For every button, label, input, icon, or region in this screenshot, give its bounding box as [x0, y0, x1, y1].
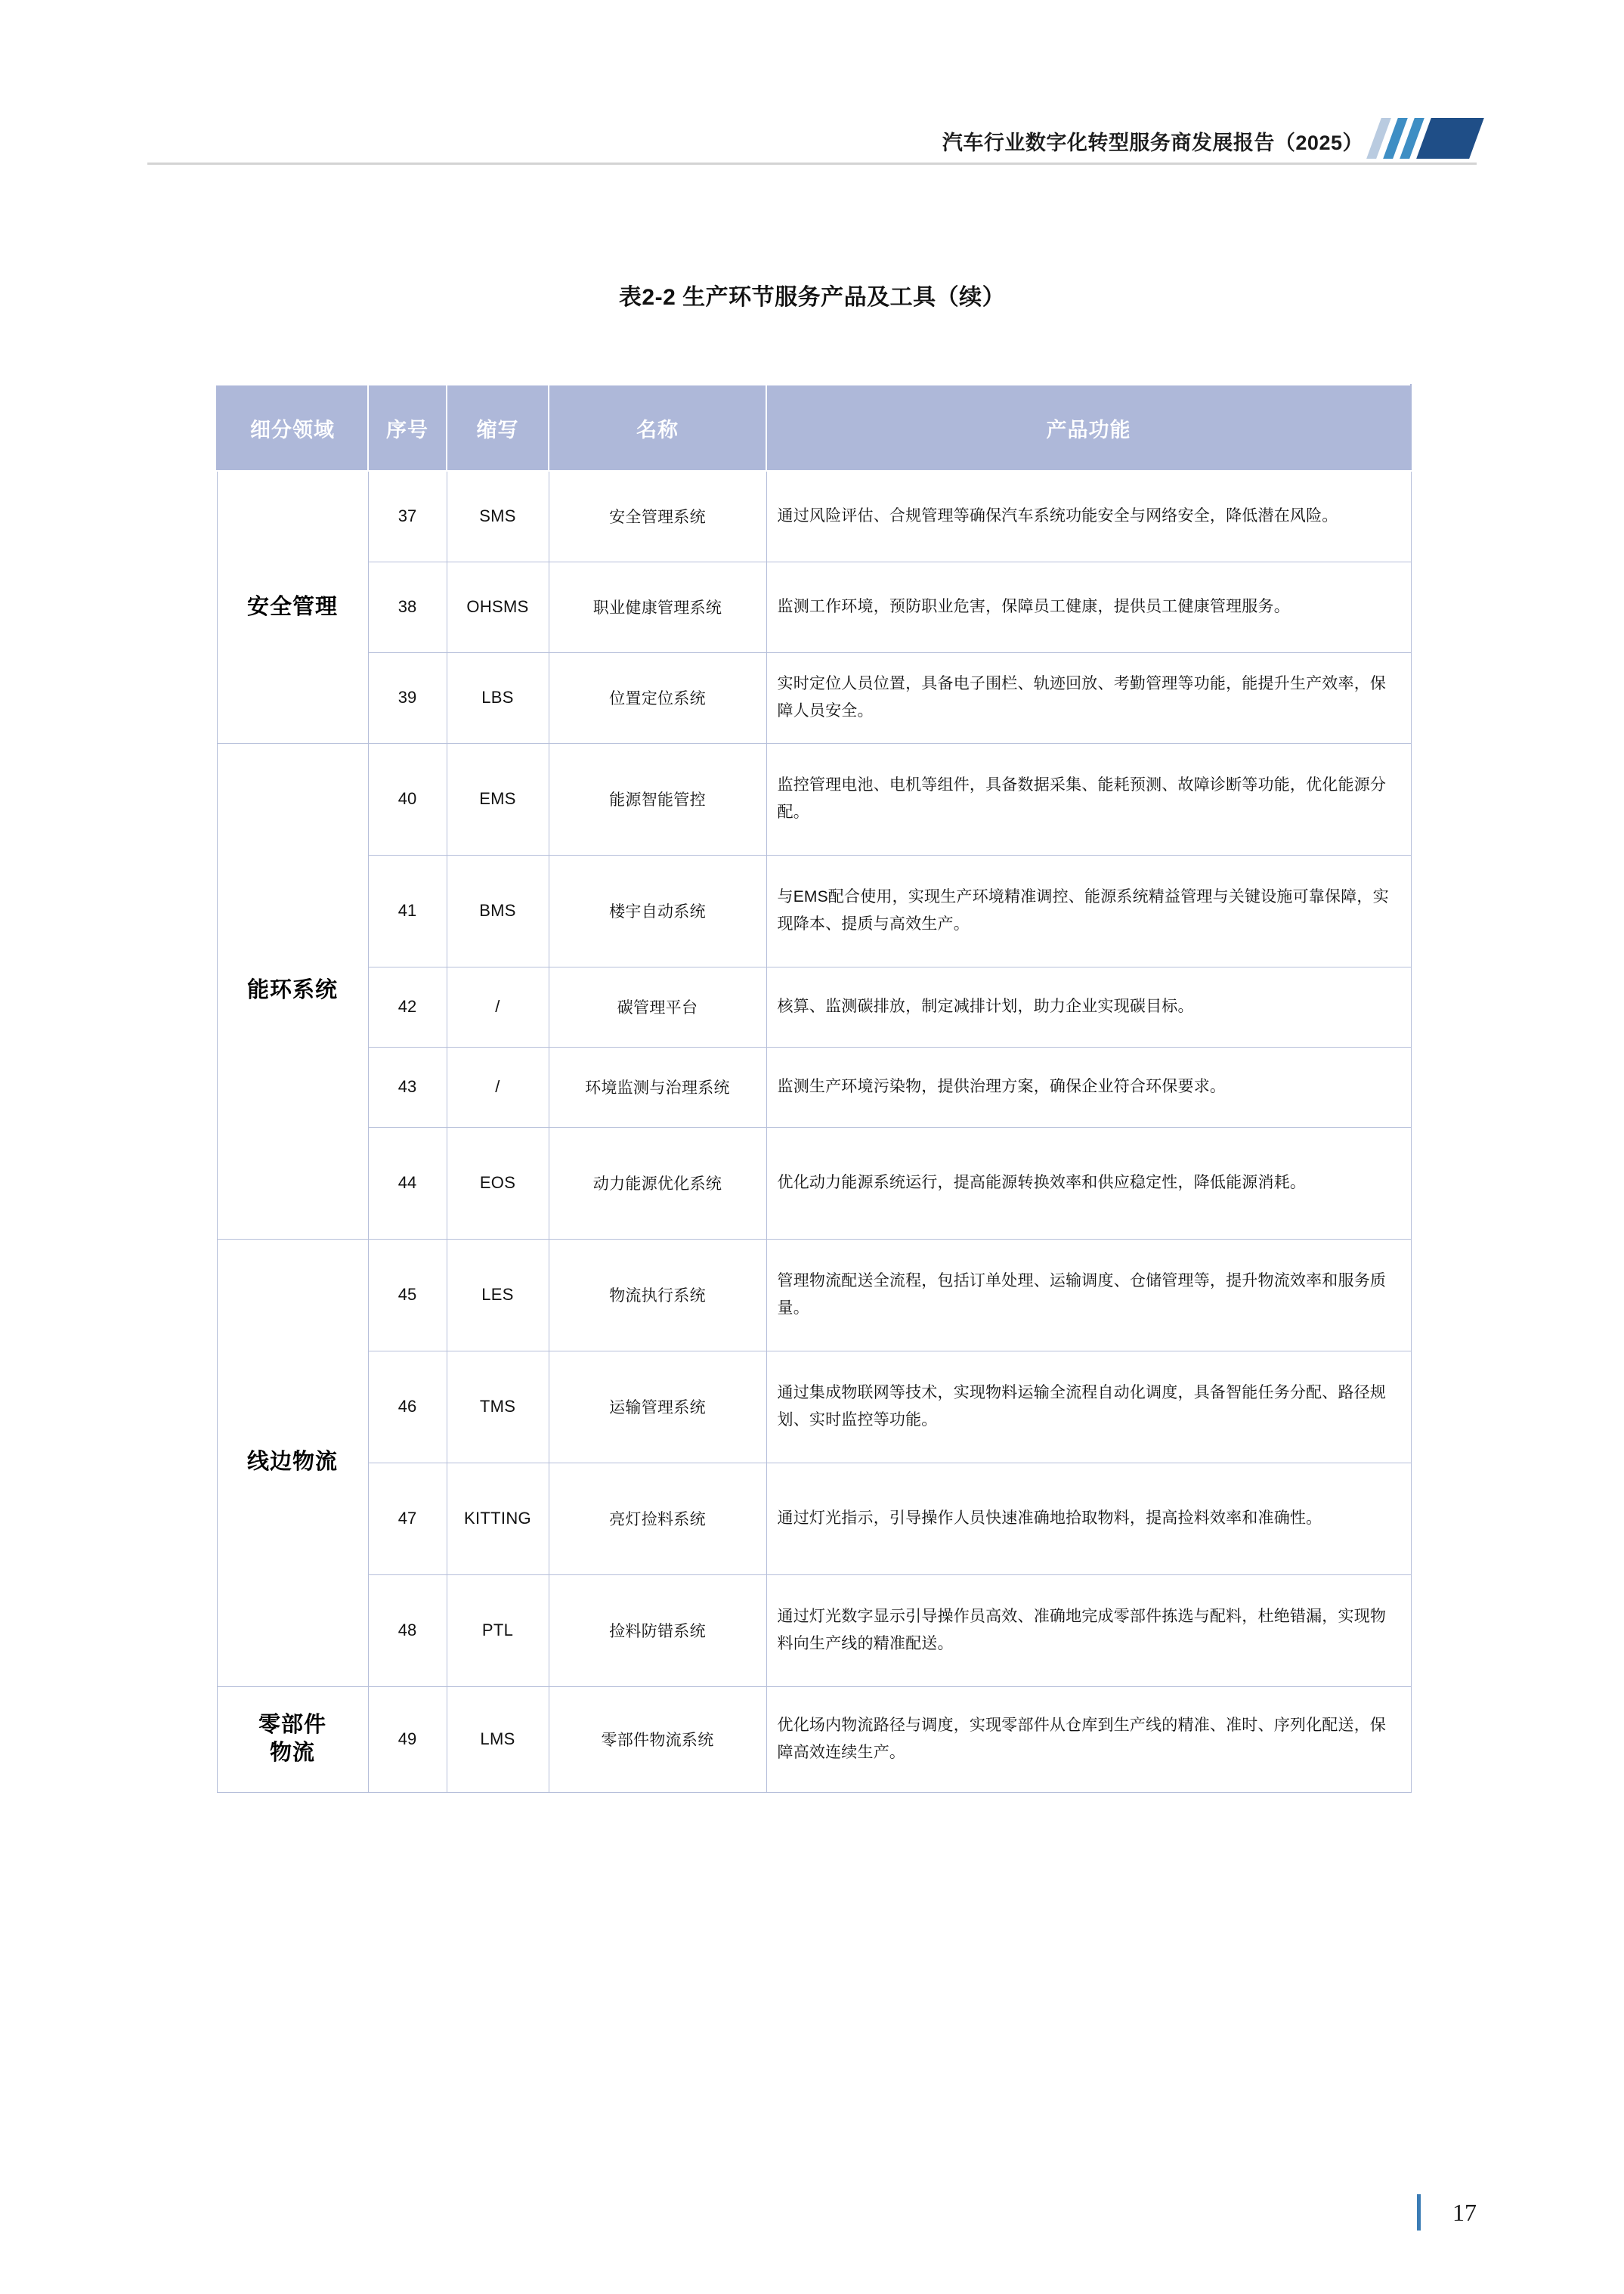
table-row — [217, 967, 1411, 1047]
table-row — [217, 652, 1411, 743]
cell-index: 44 — [368, 1127, 447, 1239]
cell-name: 运输管理系统 — [549, 1351, 766, 1463]
cell-function: 监测工作环境，预防职业危害，保障员工健康，提供员工健康管理服务。 — [766, 562, 1411, 652]
table-header-row-group — [217, 385, 1411, 471]
cell-abbreviation: SMS — [447, 471, 549, 562]
slash-block-icon — [1416, 118, 1484, 159]
table-row — [217, 562, 1411, 652]
cell-abbreviation: EMS — [447, 743, 549, 855]
cell-index: 47 — [368, 1463, 447, 1574]
cell-function: 核算、监测碳排放，制定减排计划，助力企业实现碳目标。 — [766, 967, 1411, 1047]
cell-index: 46 — [368, 1351, 447, 1463]
cell-index: 49 — [368, 1686, 447, 1792]
cell-name: 能源智能管控 — [549, 743, 766, 855]
cell-index: 39 — [368, 652, 447, 743]
cell-index: 40 — [368, 743, 447, 855]
table-row — [217, 1047, 1411, 1127]
cell-function: 监测生产环境污染物，提供治理方案，确保企业符合环保要求。 — [766, 1047, 1411, 1127]
table-row — [217, 855, 1411, 967]
cell-index: 48 — [368, 1574, 447, 1686]
cell-abbreviation: LES — [447, 1239, 549, 1351]
cell-function: 实时定位人员位置，具备电子围栏、轨迹回放、考勤管理等功能，能提升生产效率，保障人员安全。 — [766, 652, 1411, 743]
cell-function: 通过灯光指示，引导操作人员快速准确地拾取物料，提高捡料效率和准确性。 — [766, 1463, 1411, 1574]
column-header-index: 序号 — [368, 385, 447, 471]
cell-abbreviation: LBS — [447, 652, 549, 743]
table-body — [217, 471, 1411, 1792]
header-inner — [147, 113, 1477, 160]
cell-abbreviation: PTL — [447, 1574, 549, 1686]
header-decoration-slashes — [1374, 118, 1477, 159]
table-row — [217, 1463, 1411, 1574]
cell-index: 43 — [368, 1047, 447, 1127]
cell-index: 37 — [368, 471, 447, 562]
cell-abbreviation: LMS — [447, 1686, 549, 1792]
cell-function: 优化场内物流路径与调度，实现零部件从仓库到生产线的精准、准时、序列化配送，保障高效连续生产。 — [766, 1686, 1411, 1792]
table-row — [217, 1574, 1411, 1686]
cell-domain: 能环系统 — [217, 743, 368, 1239]
table-row — [217, 743, 1411, 855]
table-container — [216, 384, 1410, 1793]
cell-name: 亮灯捡料系统 — [549, 1463, 766, 1574]
cell-abbreviation: / — [447, 1047, 549, 1127]
page-header — [0, 0, 1624, 174]
cell-function: 监控管理电池、电机等组件，具备数据采集、能耗预测、故障诊断等功能，优化能源分配。 — [766, 743, 1411, 855]
cell-index: 42 — [368, 967, 447, 1047]
column-header-name: 名称 — [549, 385, 766, 471]
cell-name: 安全管理系统 — [549, 471, 766, 562]
column-header-abbr: 缩写 — [447, 385, 549, 471]
cell-domain: 线边物流 — [217, 1239, 368, 1686]
cell-name: 动力能源优化系统 — [549, 1127, 766, 1239]
cell-abbreviation: / — [447, 967, 549, 1047]
cell-function: 通过灯光数字显示引导操作员高效、准确地完成零部件拣选与配料，杜绝错漏，实现物料向生产线的精准配送。 — [766, 1574, 1411, 1686]
footer-inner — [1417, 2194, 1477, 2231]
cell-domain: 安全管理 — [217, 471, 368, 743]
cell-function: 管理物流配送全流程，包括订单处理、运输调度、仓储管理等，提升物流效率和服务质量。 — [766, 1239, 1411, 1351]
table-row — [217, 1127, 1411, 1239]
footer-accent-bar — [1417, 2194, 1421, 2231]
cell-name: 楼宇自动系统 — [549, 855, 766, 967]
cell-name: 捡料防错系统 — [549, 1574, 766, 1686]
cell-abbreviation: OHSMS — [447, 562, 549, 652]
cell-function: 与EMS配合使用，实现生产环境精准调控、能源系统精益管理与关键设施可靠保障，实现降本、提质与高效生产。 — [766, 855, 1411, 967]
cell-function: 通过集成物联网等技术，实现物料运输全流程自动化调度，具备智能任务分配、路径规划、实时监控等功能。 — [766, 1351, 1411, 1463]
table-row — [217, 1686, 1411, 1792]
table-caption: 表2-2 生产环节服务产品及工具（续） — [618, 285, 1006, 310]
cell-name: 环境监测与治理系统 — [549, 1047, 766, 1127]
report-title: 汽车行业数字化转型服务商发展报告（2025） — [942, 132, 1363, 154]
table-row — [217, 471, 1411, 562]
cell-index: 41 — [368, 855, 447, 967]
header-divider-rule — [147, 163, 1477, 165]
cell-index: 45 — [368, 1239, 447, 1351]
page-footer — [0, 2185, 1624, 2231]
column-header-function: 产品功能 — [766, 385, 1411, 471]
table-row — [217, 1351, 1411, 1463]
cell-abbreviation: TMS — [447, 1351, 549, 1463]
cell-abbreviation: EOS — [447, 1127, 549, 1239]
table-header-row — [217, 385, 1411, 471]
cell-name: 物流执行系统 — [549, 1239, 766, 1351]
cell-name: 碳管理平台 — [549, 967, 766, 1047]
cell-name: 零部件物流系统 — [549, 1686, 766, 1792]
table-row — [217, 1239, 1411, 1351]
cell-name: 位置定位系统 — [549, 652, 766, 743]
cell-function: 优化动力能源系统运行，提高能源转换效率和供应稳定性，降低能源消耗。 — [766, 1127, 1411, 1239]
page-number: 17 — [1452, 2198, 1477, 2226]
cell-abbreviation: BMS — [447, 855, 549, 967]
cell-name: 职业健康管理系统 — [549, 562, 766, 652]
cell-domain: 零部件 物流 — [217, 1686, 368, 1792]
cell-function: 通过风险评估、合规管理等确保汽车系统功能安全与网络安全，降低潜在风险。 — [766, 471, 1411, 562]
cell-index: 38 — [368, 562, 447, 652]
service-products-table — [216, 384, 1412, 1793]
column-header-domain: 细分领域 — [217, 385, 368, 471]
cell-abbreviation: KITTING — [447, 1463, 549, 1574]
